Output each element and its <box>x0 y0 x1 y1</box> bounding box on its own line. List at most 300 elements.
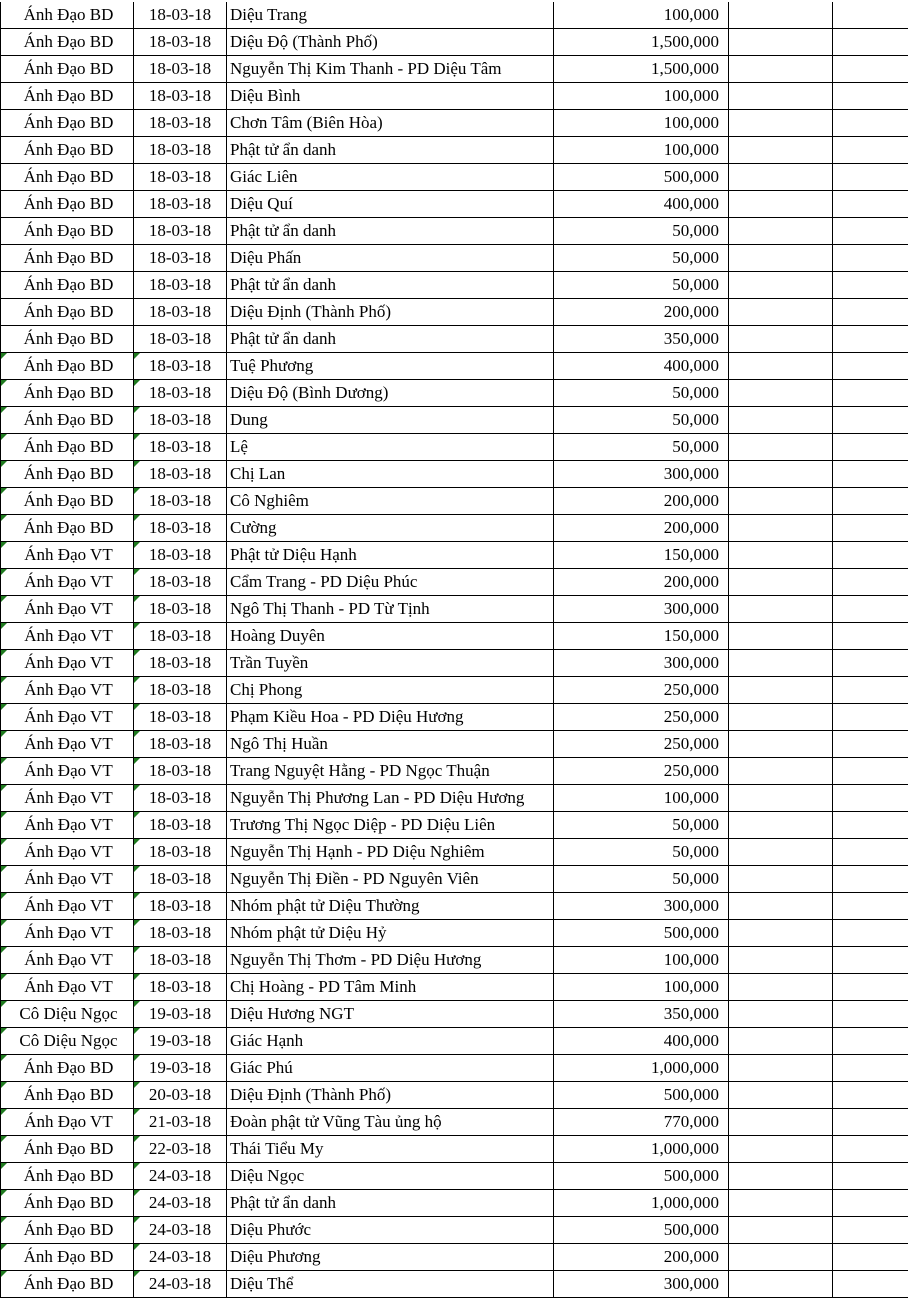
source-cell[interactable]: Ánh Đạo BD <box>1 191 134 218</box>
source-cell[interactable]: Ánh Đạo BD <box>1 1082 134 1109</box>
empty-cell[interactable] <box>833 650 908 677</box>
empty-cell[interactable] <box>833 434 908 461</box>
donor-name-cell[interactable]: Diệu Định (Thành Phố) <box>227 1082 554 1109</box>
empty-cell[interactable] <box>833 596 908 623</box>
empty-cell[interactable] <box>833 245 908 272</box>
amount-cell[interactable]: 200,000 <box>554 1244 729 1271</box>
table-row[interactable] <box>1 218 908 245</box>
source-cell[interactable]: Ánh Đạo BD <box>1 164 134 191</box>
empty-cell[interactable] <box>729 758 833 785</box>
empty-cell[interactable] <box>729 488 833 515</box>
donor-name-cell[interactable]: Diệu Bình <box>227 83 554 110</box>
donor-name-cell[interactable]: Diệu Phấn <box>227 245 554 272</box>
date-cell[interactable]: 18-03-18 <box>134 218 227 245</box>
source-cell[interactable]: Ánh Đạo BD <box>1 299 134 326</box>
date-cell[interactable]: 24-03-18 <box>134 1190 227 1217</box>
donor-name-cell[interactable]: Diệu Trang <box>227 2 554 29</box>
empty-cell[interactable] <box>729 785 833 812</box>
date-cell[interactable]: 18-03-18 <box>134 758 227 785</box>
donor-name-cell[interactable]: Trương Thị Ngọc Diệp - PD Diệu Liên <box>227 812 554 839</box>
empty-cell[interactable] <box>729 218 833 245</box>
amount-cell[interactable]: 200,000 <box>554 515 729 542</box>
empty-cell[interactable] <box>729 704 833 731</box>
empty-cell[interactable] <box>833 380 908 407</box>
donor-name-cell[interactable]: Diệu Thể <box>227 1271 554 1298</box>
donor-name-cell[interactable]: Diệu Định (Thành Phố) <box>227 299 554 326</box>
amount-cell[interactable]: 300,000 <box>554 596 729 623</box>
empty-cell[interactable] <box>833 1082 908 1109</box>
amount-cell[interactable]: 50,000 <box>554 218 729 245</box>
amount-cell[interactable]: 100,000 <box>554 2 729 29</box>
empty-cell[interactable] <box>833 812 908 839</box>
donor-name-cell[interactable]: Đoàn phật tử Vũng Tàu ủng hộ <box>227 1109 554 1136</box>
amount-cell[interactable]: 50,000 <box>554 866 729 893</box>
empty-cell[interactable] <box>729 650 833 677</box>
source-cell[interactable]: Ánh Đạo VT <box>1 650 134 677</box>
empty-cell[interactable] <box>729 677 833 704</box>
amount-cell[interactable]: 770,000 <box>554 1109 729 1136</box>
empty-cell[interactable] <box>729 839 833 866</box>
source-cell[interactable]: Ánh Đạo VT <box>1 623 134 650</box>
empty-cell[interactable] <box>833 623 908 650</box>
empty-cell[interactable] <box>729 83 833 110</box>
date-cell[interactable]: 18-03-18 <box>134 542 227 569</box>
source-cell[interactable]: Ánh Đạo VT <box>1 947 134 974</box>
table-row[interactable] <box>1 1136 908 1163</box>
empty-cell[interactable] <box>729 434 833 461</box>
source-cell[interactable]: Ánh Đạo BD <box>1 245 134 272</box>
date-cell[interactable]: 18-03-18 <box>134 83 227 110</box>
source-cell[interactable]: Ánh Đạo VT <box>1 569 134 596</box>
donor-name-cell[interactable]: Cường <box>227 515 554 542</box>
date-cell[interactable]: 18-03-18 <box>134 866 227 893</box>
donor-name-cell[interactable]: Phật tử ẩn danh <box>227 137 554 164</box>
donor-name-cell[interactable]: Diệu Ngọc <box>227 1163 554 1190</box>
empty-cell[interactable] <box>729 245 833 272</box>
amount-cell[interactable]: 500,000 <box>554 164 729 191</box>
source-cell[interactable]: Ánh Đạo VT <box>1 731 134 758</box>
donor-name-cell[interactable]: Tuệ Phương <box>227 353 554 380</box>
date-cell[interactable]: 19-03-18 <box>134 1001 227 1028</box>
amount-cell[interactable]: 50,000 <box>554 272 729 299</box>
amount-cell[interactable]: 200,000 <box>554 488 729 515</box>
date-cell[interactable]: 18-03-18 <box>134 461 227 488</box>
table-row[interactable] <box>1 515 908 542</box>
amount-cell[interactable]: 1,500,000 <box>554 29 729 56</box>
empty-cell[interactable] <box>729 920 833 947</box>
table-row[interactable] <box>1 650 908 677</box>
date-cell[interactable]: 24-03-18 <box>134 1271 227 1298</box>
empty-cell[interactable] <box>833 488 908 515</box>
donor-name-cell[interactable]: Dung <box>227 407 554 434</box>
empty-cell[interactable] <box>833 1217 908 1244</box>
donor-name-cell[interactable]: Nguyễn Thị Kim Thanh - PD Diệu Tâm <box>227 56 554 83</box>
amount-cell[interactable]: 400,000 <box>554 191 729 218</box>
empty-cell[interactable] <box>729 299 833 326</box>
empty-cell[interactable] <box>833 2 908 29</box>
date-cell[interactable]: 18-03-18 <box>134 623 227 650</box>
table-row[interactable] <box>1 1271 908 1298</box>
date-cell[interactable]: 18-03-18 <box>134 56 227 83</box>
empty-cell[interactable] <box>833 407 908 434</box>
empty-cell[interactable] <box>833 1028 908 1055</box>
empty-cell[interactable] <box>729 947 833 974</box>
empty-cell[interactable] <box>833 1190 908 1217</box>
empty-cell[interactable] <box>833 83 908 110</box>
date-cell[interactable]: 18-03-18 <box>134 785 227 812</box>
donor-name-cell[interactable]: Giác Liên <box>227 164 554 191</box>
amount-cell[interactable]: 1,000,000 <box>554 1190 729 1217</box>
source-cell[interactable]: Ánh Đạo VT <box>1 974 134 1001</box>
empty-cell[interactable] <box>729 407 833 434</box>
empty-cell[interactable] <box>833 326 908 353</box>
empty-cell[interactable] <box>833 299 908 326</box>
amount-cell[interactable]: 350,000 <box>554 1001 729 1028</box>
amount-cell[interactable]: 200,000 <box>554 569 729 596</box>
source-cell[interactable]: Ánh Đạo BD <box>1 434 134 461</box>
empty-cell[interactable] <box>729 1082 833 1109</box>
amount-cell[interactable]: 400,000 <box>554 353 729 380</box>
table-row[interactable] <box>1 1244 908 1271</box>
date-cell[interactable]: 18-03-18 <box>134 2 227 29</box>
empty-cell[interactable] <box>833 569 908 596</box>
amount-cell[interactable]: 100,000 <box>554 947 729 974</box>
source-cell[interactable]: Ánh Đạo VT <box>1 1109 134 1136</box>
date-cell[interactable]: 18-03-18 <box>134 299 227 326</box>
empty-cell[interactable] <box>833 218 908 245</box>
table-row[interactable] <box>1 299 908 326</box>
date-cell[interactable]: 18-03-18 <box>134 839 227 866</box>
table-row[interactable] <box>1 1190 908 1217</box>
empty-cell[interactable] <box>729 569 833 596</box>
amount-cell[interactable]: 350,000 <box>554 326 729 353</box>
date-cell[interactable]: 18-03-18 <box>134 812 227 839</box>
source-cell[interactable]: Ánh Đạo BD <box>1 380 134 407</box>
date-cell[interactable]: 19-03-18 <box>134 1028 227 1055</box>
source-cell[interactable]: Ánh Đạo BD <box>1 1163 134 1190</box>
source-cell[interactable]: Ánh Đạo BD <box>1 407 134 434</box>
table-row[interactable] <box>1 191 908 218</box>
donor-name-cell[interactable]: Trần Tuyền <box>227 650 554 677</box>
amount-cell[interactable]: 250,000 <box>554 704 729 731</box>
table-row[interactable] <box>1 569 908 596</box>
amount-cell[interactable]: 50,000 <box>554 434 729 461</box>
source-cell[interactable]: Ánh Đạo BD <box>1 1190 134 1217</box>
donor-name-cell[interactable]: Diệu Hương NGT <box>227 1001 554 1028</box>
date-cell[interactable]: 18-03-18 <box>134 164 227 191</box>
donor-name-cell[interactable]: Trang Nguyệt Hằng - PD Ngọc Thuận <box>227 758 554 785</box>
empty-cell[interactable] <box>833 974 908 1001</box>
date-cell[interactable]: 18-03-18 <box>134 353 227 380</box>
empty-cell[interactable] <box>729 272 833 299</box>
table-row[interactable] <box>1 839 908 866</box>
table-row[interactable] <box>1 137 908 164</box>
table-row[interactable] <box>1 1109 908 1136</box>
source-cell[interactable]: Ánh Đạo BD <box>1 1271 134 1298</box>
amount-cell[interactable]: 300,000 <box>554 893 729 920</box>
empty-cell[interactable] <box>729 2 833 29</box>
empty-cell[interactable] <box>729 1271 833 1298</box>
amount-cell[interactable]: 200,000 <box>554 299 729 326</box>
empty-cell[interactable] <box>833 839 908 866</box>
empty-cell[interactable] <box>729 164 833 191</box>
empty-cell[interactable] <box>729 137 833 164</box>
source-cell[interactable]: Ánh Đạo BD <box>1 1217 134 1244</box>
source-cell[interactable]: Ánh Đạo BD <box>1 56 134 83</box>
source-cell[interactable]: Ánh Đạo BD <box>1 461 134 488</box>
table-row[interactable] <box>1 1163 908 1190</box>
donor-name-cell[interactable]: Ngô Thị Huần <box>227 731 554 758</box>
empty-cell[interactable] <box>729 731 833 758</box>
amount-cell[interactable]: 50,000 <box>554 407 729 434</box>
donor-name-cell[interactable]: Chị Hoàng - PD Tâm Minh <box>227 974 554 1001</box>
empty-cell[interactable] <box>833 677 908 704</box>
donor-name-cell[interactable]: Cẩm Trang - PD Diệu Phúc <box>227 569 554 596</box>
date-cell[interactable]: 18-03-18 <box>134 515 227 542</box>
empty-cell[interactable] <box>729 596 833 623</box>
source-cell[interactable]: Ánh Đạo VT <box>1 704 134 731</box>
source-cell[interactable]: Ánh Đạo BD <box>1 83 134 110</box>
donor-name-cell[interactable]: Lệ <box>227 434 554 461</box>
empty-cell[interactable] <box>833 704 908 731</box>
donor-name-cell[interactable]: Phật tử Diệu Hạnh <box>227 542 554 569</box>
empty-cell[interactable] <box>833 56 908 83</box>
donor-name-cell[interactable]: Nhóm phật tử Diệu Hỷ <box>227 920 554 947</box>
donor-name-cell[interactable]: Giác Phú <box>227 1055 554 1082</box>
donor-name-cell[interactable]: Hoàng Duyên <box>227 623 554 650</box>
source-cell[interactable]: Ánh Đạo BD <box>1 353 134 380</box>
donor-name-cell[interactable]: Giác Hạnh <box>227 1028 554 1055</box>
empty-cell[interactable] <box>729 1163 833 1190</box>
donor-name-cell[interactable]: Nhóm phật tử Diệu Thường <box>227 893 554 920</box>
empty-cell[interactable] <box>833 1271 908 1298</box>
empty-cell[interactable] <box>729 1055 833 1082</box>
date-cell[interactable]: 18-03-18 <box>134 920 227 947</box>
date-cell[interactable]: 18-03-18 <box>134 110 227 137</box>
table-row[interactable] <box>1 731 908 758</box>
date-cell[interactable]: 18-03-18 <box>134 326 227 353</box>
date-cell[interactable]: 18-03-18 <box>134 947 227 974</box>
table-row[interactable] <box>1 407 908 434</box>
table-row[interactable] <box>1 596 908 623</box>
amount-cell[interactable]: 100,000 <box>554 110 729 137</box>
table-row[interactable] <box>1 1082 908 1109</box>
date-cell[interactable]: 18-03-18 <box>134 974 227 1001</box>
empty-cell[interactable] <box>729 461 833 488</box>
empty-cell[interactable] <box>729 974 833 1001</box>
donor-name-cell[interactable]: Diệu Độ (Thành Phố) <box>227 29 554 56</box>
table-row[interactable] <box>1 974 908 1001</box>
amount-cell[interactable]: 250,000 <box>554 677 729 704</box>
empty-cell[interactable] <box>833 353 908 380</box>
donor-name-cell[interactable]: Phật tử ẩn danh <box>227 326 554 353</box>
donor-name-cell[interactable]: Nguyễn Thị Hạnh - PD Diệu Nghiêm <box>227 839 554 866</box>
empty-cell[interactable] <box>729 29 833 56</box>
donor-name-cell[interactable]: Diệu Phương <box>227 1244 554 1271</box>
date-cell[interactable]: 18-03-18 <box>134 137 227 164</box>
empty-cell[interactable] <box>833 542 908 569</box>
table-row[interactable] <box>1 353 908 380</box>
table-row[interactable] <box>1 1055 908 1082</box>
donor-name-cell[interactable]: Phật tử ẩn danh <box>227 272 554 299</box>
source-cell[interactable]: Ánh Đạo VT <box>1 542 134 569</box>
donor-name-cell[interactable]: Thái Tiểu My <box>227 1136 554 1163</box>
table-row[interactable] <box>1 29 908 56</box>
empty-cell[interactable] <box>833 191 908 218</box>
empty-cell[interactable] <box>833 893 908 920</box>
amount-cell[interactable]: 500,000 <box>554 1163 729 1190</box>
source-cell[interactable]: Ánh Đạo BD <box>1 272 134 299</box>
table-row[interactable] <box>1 2 908 29</box>
empty-cell[interactable] <box>729 1217 833 1244</box>
source-cell[interactable]: Cô Diệu Ngọc <box>1 1001 134 1028</box>
source-cell[interactable]: Ánh Đạo BD <box>1 488 134 515</box>
amount-cell[interactable]: 300,000 <box>554 461 729 488</box>
date-cell[interactable]: 18-03-18 <box>134 380 227 407</box>
empty-cell[interactable] <box>833 461 908 488</box>
source-cell[interactable]: Ánh Đạo BD <box>1 218 134 245</box>
empty-cell[interactable] <box>833 272 908 299</box>
date-cell[interactable]: 18-03-18 <box>134 677 227 704</box>
date-cell[interactable]: 18-03-18 <box>134 434 227 461</box>
empty-cell[interactable] <box>729 623 833 650</box>
date-cell[interactable]: 18-03-18 <box>134 893 227 920</box>
date-cell[interactable]: 18-03-18 <box>134 596 227 623</box>
amount-cell[interactable]: 150,000 <box>554 542 729 569</box>
amount-cell[interactable]: 100,000 <box>554 83 729 110</box>
table-row[interactable] <box>1 461 908 488</box>
table-row[interactable] <box>1 83 908 110</box>
empty-cell[interactable] <box>833 731 908 758</box>
source-cell[interactable]: Ánh Đạo BD <box>1 515 134 542</box>
source-cell[interactable]: Ánh Đạo VT <box>1 677 134 704</box>
amount-cell[interactable]: 500,000 <box>554 1082 729 1109</box>
empty-cell[interactable] <box>729 893 833 920</box>
donor-name-cell[interactable]: Chơn Tâm (Biên Hòa) <box>227 110 554 137</box>
source-cell[interactable]: Ánh Đạo VT <box>1 758 134 785</box>
donor-name-cell[interactable]: Phạm Kiều Hoa - PD Diệu Hương <box>227 704 554 731</box>
donor-name-cell[interactable]: Phật tử ẩn danh <box>227 218 554 245</box>
donor-name-cell[interactable]: Diệu Độ (Bình Dương) <box>227 380 554 407</box>
source-cell[interactable]: Cô Diệu Ngọc <box>1 1028 134 1055</box>
date-cell[interactable]: 24-03-18 <box>134 1244 227 1271</box>
empty-cell[interactable] <box>833 920 908 947</box>
source-cell[interactable]: Ánh Đạo VT <box>1 839 134 866</box>
source-cell[interactable]: Ánh Đạo BD <box>1 326 134 353</box>
date-cell[interactable]: 21-03-18 <box>134 1109 227 1136</box>
empty-cell[interactable] <box>729 1136 833 1163</box>
empty-cell[interactable] <box>729 812 833 839</box>
amount-cell[interactable]: 500,000 <box>554 920 729 947</box>
donor-name-cell[interactable]: Chị Lan <box>227 461 554 488</box>
table-row[interactable] <box>1 1217 908 1244</box>
source-cell[interactable]: Ánh Đạo VT <box>1 596 134 623</box>
source-cell[interactable]: Ánh Đạo BD <box>1 137 134 164</box>
amount-cell[interactable]: 50,000 <box>554 245 729 272</box>
table-row[interactable] <box>1 704 908 731</box>
date-cell[interactable]: 24-03-18 <box>134 1163 227 1190</box>
amount-cell[interactable]: 300,000 <box>554 650 729 677</box>
empty-cell[interactable] <box>729 326 833 353</box>
date-cell[interactable]: 18-03-18 <box>134 650 227 677</box>
source-cell[interactable]: Ánh Đạo VT <box>1 785 134 812</box>
empty-cell[interactable] <box>833 1136 908 1163</box>
table-row[interactable] <box>1 164 908 191</box>
amount-cell[interactable]: 1,000,000 <box>554 1055 729 1082</box>
empty-cell[interactable] <box>729 1109 833 1136</box>
empty-cell[interactable] <box>833 947 908 974</box>
empty-cell[interactable] <box>729 191 833 218</box>
date-cell[interactable]: 18-03-18 <box>134 488 227 515</box>
date-cell[interactable]: 18-03-18 <box>134 407 227 434</box>
table-row[interactable] <box>1 380 908 407</box>
table-row[interactable] <box>1 920 908 947</box>
empty-cell[interactable] <box>729 56 833 83</box>
table-row[interactable] <box>1 785 908 812</box>
date-cell[interactable]: 18-03-18 <box>134 191 227 218</box>
empty-cell[interactable] <box>833 1109 908 1136</box>
table-row[interactable] <box>1 947 908 974</box>
date-cell[interactable]: 18-03-18 <box>134 272 227 299</box>
table-row[interactable] <box>1 758 908 785</box>
amount-cell[interactable]: 1,500,000 <box>554 56 729 83</box>
date-cell[interactable]: 19-03-18 <box>134 1055 227 1082</box>
donor-name-cell[interactable]: Nguyễn Thị Điền - PD Nguyên Viên <box>227 866 554 893</box>
table-row[interactable] <box>1 488 908 515</box>
empty-cell[interactable] <box>833 110 908 137</box>
donor-name-cell[interactable]: Nguyễn Thị Thơm - PD Diệu Hương <box>227 947 554 974</box>
table-row[interactable] <box>1 623 908 650</box>
table-row[interactable] <box>1 56 908 83</box>
empty-cell[interactable] <box>729 542 833 569</box>
empty-cell[interactable] <box>729 1001 833 1028</box>
donor-name-cell[interactable]: Diệu Phước <box>227 1217 554 1244</box>
empty-cell[interactable] <box>833 1001 908 1028</box>
date-cell[interactable]: 24-03-18 <box>134 1217 227 1244</box>
source-cell[interactable]: Ánh Đạo BD <box>1 29 134 56</box>
amount-cell[interactable]: 250,000 <box>554 731 729 758</box>
table-row[interactable] <box>1 1001 908 1028</box>
empty-cell[interactable] <box>833 137 908 164</box>
date-cell[interactable]: 18-03-18 <box>134 704 227 731</box>
amount-cell[interactable]: 50,000 <box>554 812 729 839</box>
date-cell[interactable]: 18-03-18 <box>134 245 227 272</box>
empty-cell[interactable] <box>729 1244 833 1271</box>
donor-name-cell[interactable]: Diệu Quí <box>227 191 554 218</box>
amount-cell[interactable]: 100,000 <box>554 785 729 812</box>
source-cell[interactable]: Ánh Đạo VT <box>1 893 134 920</box>
amount-cell[interactable]: 50,000 <box>554 839 729 866</box>
table-row[interactable] <box>1 272 908 299</box>
amount-cell[interactable]: 150,000 <box>554 623 729 650</box>
amount-cell[interactable]: 250,000 <box>554 758 729 785</box>
empty-cell[interactable] <box>833 1163 908 1190</box>
empty-cell[interactable] <box>833 1055 908 1082</box>
amount-cell[interactable]: 500,000 <box>554 1217 729 1244</box>
amount-cell[interactable]: 400,000 <box>554 1028 729 1055</box>
source-cell[interactable]: Ánh Đạo VT <box>1 812 134 839</box>
donor-name-cell[interactable]: Chị Phong <box>227 677 554 704</box>
empty-cell[interactable] <box>833 866 908 893</box>
source-cell[interactable]: Ánh Đạo BD <box>1 2 134 29</box>
empty-cell[interactable] <box>729 1028 833 1055</box>
donor-name-cell[interactable]: Ngô Thị Thanh - PD Từ Tịnh <box>227 596 554 623</box>
empty-cell[interactable] <box>729 1190 833 1217</box>
amount-cell[interactable]: 50,000 <box>554 380 729 407</box>
table-row[interactable] <box>1 245 908 272</box>
date-cell[interactable]: 18-03-18 <box>134 731 227 758</box>
table-row[interactable] <box>1 434 908 461</box>
